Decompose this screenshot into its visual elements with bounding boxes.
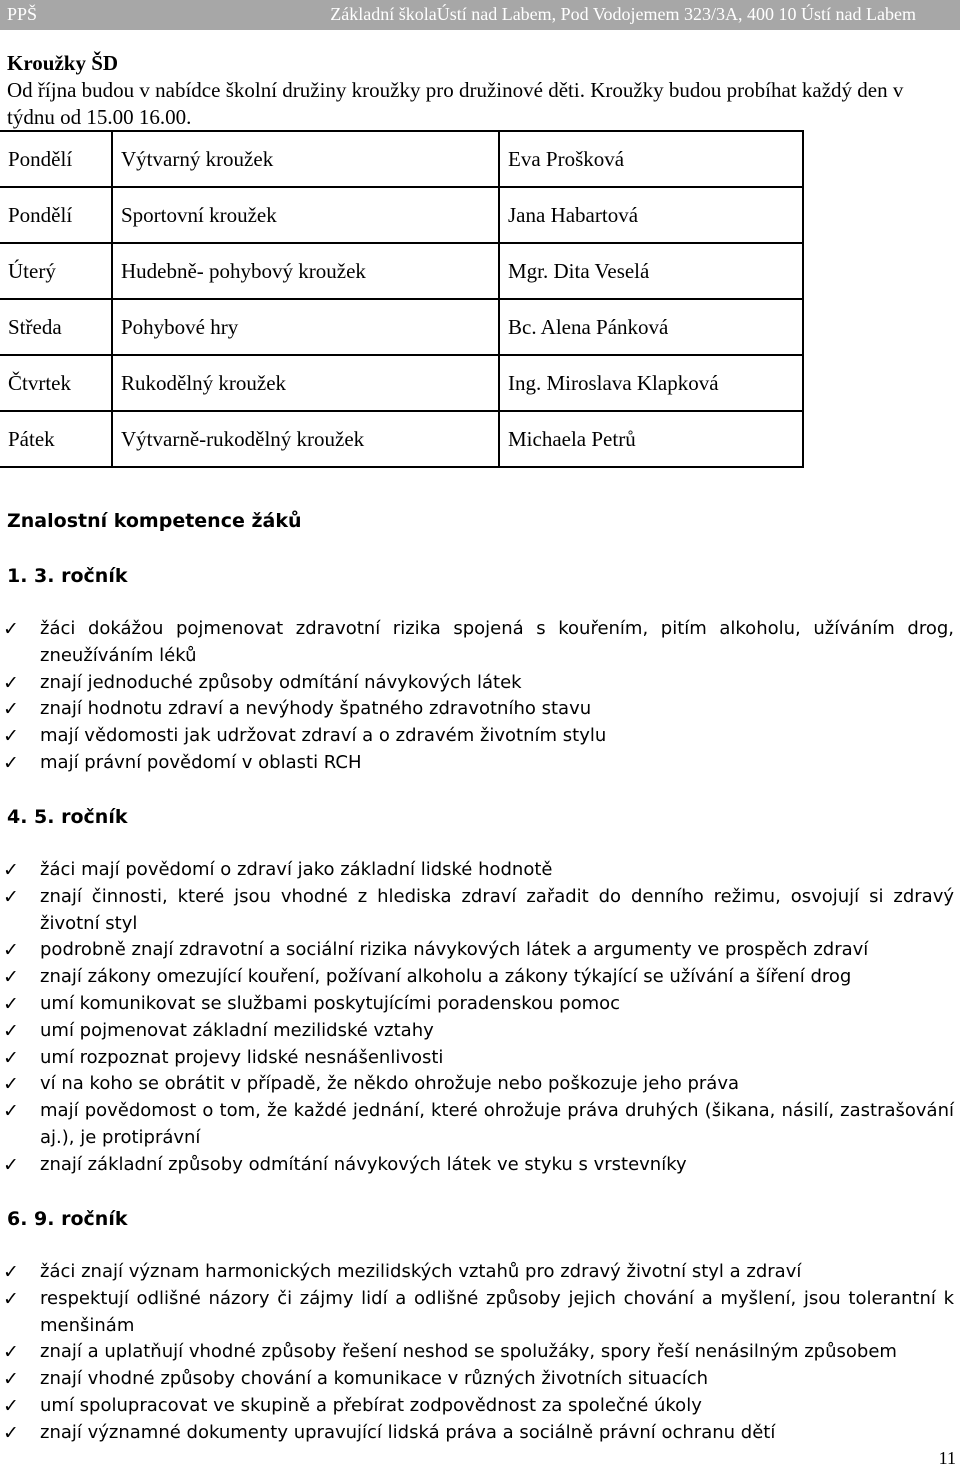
page-header (0, 0, 960, 30)
page-title: Kroužky ŠD (7, 51, 119, 75)
check-icon: ✓ (3, 1368, 19, 1391)
list-item: ✓ znají vhodné způsoby chování a komunikace v různých životních situacích (0, 1366, 958, 1393)
table-row (0, 131, 803, 187)
list-item: ✓ ví na koho se obrátit v případě, že někdo ohrožuje nebo poškozuje jeho práva (0, 1071, 958, 1098)
list-item: ✓ umí rozpoznat projevy lidské nesnášenlivosti (0, 1045, 958, 1072)
list-item: ✓ znají základní způsoby odmítání návykových látek ve styku s vrstevníky (0, 1152, 958, 1179)
day-cell: Pondělí (0, 131, 112, 187)
table-row (0, 355, 803, 411)
list-item: ✓ žáci mají povědomí o zdraví jako základní lidské hodnotě (0, 857, 958, 884)
club-cell: Sportovní kroužek (112, 187, 499, 243)
check-icon: ✓ (3, 751, 19, 774)
list-item: ✓ žáci znají význam harmonických mezilidských vztahů pro zdravý životní styl a zdraví (0, 1259, 958, 1286)
grade-heading: 4. 5. ročník (7, 806, 128, 828)
list-item: ✓ podrobně znají zdravotní a sociální rizika návykových látek a argumenty ve prospěch zdraví (0, 937, 958, 964)
check-icon: ✓ (3, 1100, 19, 1123)
checklist (0, 857, 958, 1179)
list-item: ✓ znají zákony omezující kouření, požívaní alkoholu a zákony týkající se užívání a šíření drog (0, 964, 958, 991)
day-cell: Čtvrtek (0, 355, 112, 411)
club-cell: Výtvarný kroužek (112, 131, 499, 187)
list-item: ✓ mají vědomosti jak udržovat zdraví a o zdravém životním stylu (0, 723, 958, 750)
table-row (0, 187, 803, 243)
table-row (0, 299, 803, 355)
page-number: 11 (938, 1448, 956, 1468)
check-icon: ✓ (3, 671, 19, 694)
teacher-cell: Bc. Alena Pánková (499, 299, 803, 355)
table-row (0, 243, 803, 299)
check-icon: ✓ (3, 1394, 19, 1417)
grade-heading: 1. 3. ročník (7, 565, 128, 587)
teacher-cell: Michaela Petrů (499, 411, 803, 467)
teacher-cell: Mgr. Dita Veselá (499, 243, 803, 299)
checklist (0, 616, 958, 777)
check-icon: ✓ (3, 859, 19, 881)
list-item: ✓ znají jednoduché způsoby odmítání návykových látek (0, 670, 958, 697)
day-cell: Pátek (0, 411, 112, 467)
check-icon: ✓ (3, 1287, 19, 1310)
grade-heading: 6. 9. ročník (7, 1208, 128, 1230)
list-item: ✓ umí komunikovat se službami poskytujícími poradenskou pomoc (0, 991, 958, 1018)
table-row (0, 411, 803, 467)
check-icon: ✓ (3, 1341, 19, 1364)
check-icon: ✓ (3, 885, 19, 908)
club-cell: Hudebně- pohybový kroužek (112, 243, 499, 299)
list-item: ✓ znají a uplatňují vhodné způsoby řešení neshod se spolužáky, spory řeší nenásilným způsobem (0, 1339, 958, 1366)
checklist (0, 1259, 958, 1447)
list-item: ✓ znají činnosti, které jsou vhodné z hlediska zdraví zařadit do denního režimu, osvojují si zdravý životní styl (3, 885, 954, 934)
check-icon: ✓ (3, 698, 19, 721)
list-item: ✓ znají hodnotu zdraví a nevýhody špatného zdravotního stavu (0, 696, 958, 723)
header-left: PPŠ (7, 4, 38, 24)
check-icon: ✓ (3, 725, 19, 748)
header-right: Základní školaÚstí nad Labem, Pod Vodojemem 323/3A, 400 10 Ústí nad Labem (330, 4, 916, 24)
check-icon: ✓ (3, 1421, 19, 1444)
section-title: Znalostní kompetence žáků (7, 510, 302, 532)
intro-paragraph: Od října budou v nabídce školní družiny kroužky pro družinové děti. Kroužky budou probíhat každý den v týdnu od 15.00 16.00. (7, 78, 904, 129)
list-item: ✓ znají významné dokumenty upravující lidská práva a sociálně právní ochranu dětí (0, 1420, 958, 1447)
club-cell: Rukodělný kroužek (112, 355, 499, 411)
list-item: ✓ umí spolupracovat ve skupině a přebírat zodpovědnost za společné úkoly (0, 1393, 958, 1420)
teacher-cell: Ing. Miroslava Klapková (499, 355, 803, 411)
list-item: ✓ mají právní povědomí v oblasti RCH (0, 750, 958, 777)
schedule-table (0, 130, 804, 468)
check-icon: ✓ (3, 1261, 19, 1283)
list-item: ✓ umí pojmenovat základní mezilidské vztahy (0, 1018, 958, 1045)
check-icon: ✓ (3, 966, 19, 989)
check-icon: ✓ (3, 1046, 19, 1069)
teacher-cell: Jana Habartová (499, 187, 803, 243)
teacher-cell: Eva Prošková (499, 131, 803, 187)
check-icon: ✓ (3, 1153, 19, 1176)
list-item: ✓ respektují odlišné názory či zájmy lidí a odlišné způsoby jejich chování a myšlení, jsou tolerantní k menšinám (3, 1287, 954, 1336)
club-cell: Pohybové hry (112, 299, 499, 355)
check-icon: ✓ (3, 939, 19, 962)
list-item: ✓ žáci dokážou pojmenovat zdravotní rizika spojená s kouřením, pitím alkoholu, užíváním drog, zneužíváním léků (3, 618, 954, 666)
club-cell: Výtvarně-rukodělný kroužek (112, 411, 499, 467)
day-cell: Úterý (0, 243, 112, 299)
check-icon: ✓ (3, 1019, 19, 1042)
day-cell: Pondělí (0, 187, 112, 243)
check-icon: ✓ (3, 618, 19, 640)
list-item: ✓ mají povědomost o tom, že každé jednání, které ohrožuje práva druhých (šikana, násilí, zastrašování aj.), je protiprávní (3, 1100, 954, 1148)
check-icon: ✓ (3, 1073, 19, 1096)
check-icon: ✓ (3, 992, 19, 1015)
day-cell: Středa (0, 299, 112, 355)
